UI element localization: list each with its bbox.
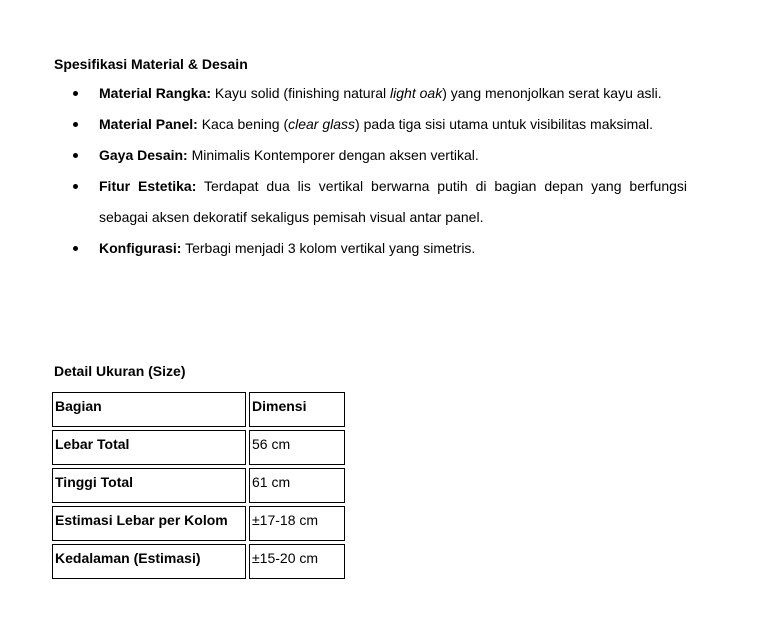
table-row	[52, 468, 345, 503]
spec-item-label: Fitur Estetika:	[99, 178, 197, 194]
table-cell-dimensi: 56 cm	[249, 430, 345, 465]
spec-item-material-panel	[54, 109, 687, 140]
size-heading: Detail Ukuran (Size)	[54, 363, 186, 379]
table-header-row	[52, 392, 345, 427]
table-cell-bagian: Estimasi Lebar per Kolom	[52, 506, 246, 541]
spec-item-label: Gaya Desain:	[99, 147, 188, 163]
spec-list	[54, 78, 687, 264]
table-header-cell: Dimensi	[249, 392, 345, 427]
spec-item-material-rangka	[54, 78, 687, 109]
table-cell-bagian: Kedalaman (Estimasi)	[52, 544, 246, 579]
spec-heading: Spesifikasi Material & Desain	[54, 56, 248, 72]
table-cell-dimensi: ±17-18 cm	[249, 506, 345, 541]
spec-item-text: Minimalis Kontemporer dengan aksen vertikal.	[187, 147, 479, 163]
spec-item-text-after: ) yang menonjolkan serat kayu asli.	[442, 85, 662, 101]
bullet-icon	[73, 153, 78, 158]
spec-item-text: Kaca bening (	[197, 116, 289, 132]
table-cell-bagian: Lebar Total	[52, 430, 246, 465]
spec-item-text: Terdapat dua lis vertikal berwarna putih di bagian depan yang berfungsi sebagai aksen dekoratif sekaligus pemisah visual antar panel.	[99, 178, 688, 225]
spec-item-label: Material Panel:	[99, 116, 198, 132]
spec-item-label: Konfigurasi:	[99, 240, 182, 256]
spec-item-gaya-desain	[54, 140, 687, 171]
bullet-icon	[73, 122, 78, 127]
table-row	[52, 506, 345, 541]
spec-item-emphasis: clear glass	[288, 116, 356, 132]
spec-item-text-after: ) pada tiga sisi utama untuk visibilitas maksimal.	[355, 116, 654, 132]
bullet-icon	[73, 246, 78, 251]
table-row	[52, 430, 345, 465]
bullet-icon	[73, 91, 78, 96]
spec-item-fitur-estetika	[54, 171, 687, 233]
spec-item-emphasis: light oak	[390, 85, 443, 101]
table-cell-dimensi: 61 cm	[249, 468, 345, 503]
spec-item-label: Material Rangka:	[99, 85, 212, 101]
spec-item-konfigurasi	[54, 233, 687, 264]
table-header-cell: Bagian	[52, 392, 246, 427]
table-row	[52, 544, 345, 579]
bullet-icon	[73, 184, 78, 189]
spec-item-text: Kayu solid (finishing natural	[211, 85, 391, 101]
spec-item-text: Terbagi menjadi 3 kolom vertikal yang simetris.	[181, 240, 476, 256]
size-table	[49, 389, 348, 582]
table-cell-dimensi: ±15-20 cm	[249, 544, 345, 579]
table-cell-bagian: Tinggi Total	[52, 468, 246, 503]
